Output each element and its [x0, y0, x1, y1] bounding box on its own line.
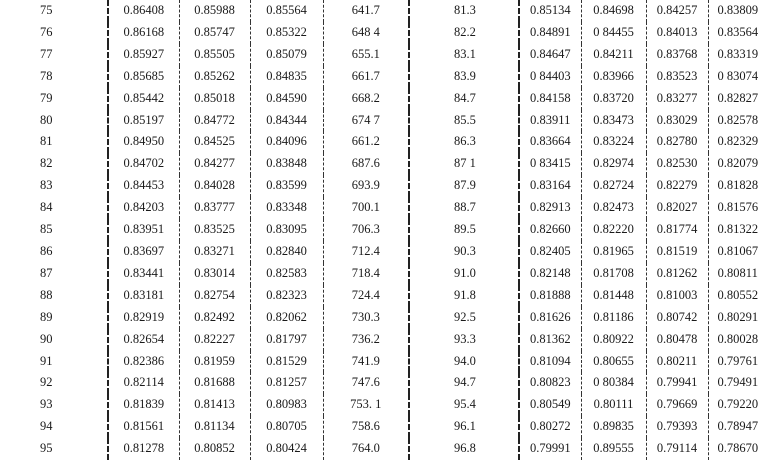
- cell-value-col-7: 0.82220: [581, 219, 646, 241]
- cell-value-col-1: 0.84950: [108, 131, 179, 153]
- cell-value-col-8: 0.79393: [646, 416, 708, 438]
- cell-row-number: 79: [40, 90, 53, 105]
- cell-value-col-3: 0.81797: [250, 329, 323, 351]
- table-row: [0, 131, 767, 153]
- cell-row-number: 84: [40, 200, 53, 215]
- cell-row-number: 89: [40, 309, 53, 324]
- cell-value-col-6: 0 84403: [519, 66, 581, 88]
- table-row: [0, 351, 767, 373]
- cell-value-col-5: 91.8: [409, 285, 519, 307]
- cell-value-col-6: 0.81094: [519, 351, 581, 373]
- cell-value-col-2: 0.82754: [179, 285, 250, 307]
- cell-value-col-6: 0.84158: [519, 88, 581, 110]
- cell-value-col-9: 0.81828: [708, 175, 767, 197]
- cell-value-col-4: 668.2: [323, 88, 409, 110]
- cell-value-col-5: 87.9: [409, 175, 519, 197]
- cell-value-col-6: 0.80272: [519, 416, 581, 438]
- cell-value-col-6: 0.83164: [519, 175, 581, 197]
- cell-value-col-9: 0.82578: [708, 110, 767, 132]
- cell-value-col-4: 700.1: [323, 197, 409, 219]
- cell-value-col-4: 741.9: [323, 351, 409, 373]
- cell-value-col-9: 0.82079: [708, 153, 767, 175]
- cell-value-col-8: 0.84257: [646, 0, 708, 22]
- cell-row-number: 93: [40, 397, 53, 412]
- cell-value-col-6: 0.82405: [519, 241, 581, 263]
- cell-value-col-2: 0.83777: [179, 197, 250, 219]
- cell-value-col-4: 661.7: [323, 66, 409, 88]
- cell-value-col-5: 85.5: [409, 110, 519, 132]
- cell-value-col-9: 0.81576: [708, 197, 767, 219]
- cell-value-col-6: 0.82148: [519, 263, 581, 285]
- table-row: [0, 66, 767, 88]
- cell-row-number: 83: [40, 178, 53, 193]
- cell-value-col-5: 82.2: [409, 22, 519, 44]
- cell-value-col-5: 86.3: [409, 131, 519, 153]
- cell-value-col-2: 0.85505: [179, 44, 250, 66]
- cell-value-col-1: 0.83441: [108, 263, 179, 285]
- cell-value-col-8: 0.79669: [646, 394, 708, 416]
- cell-value-col-5: 83.1: [409, 44, 519, 66]
- table-row: [0, 307, 767, 329]
- cell-value-col-7: 0.84698: [581, 0, 646, 22]
- cell-value-col-2: 0.82227: [179, 329, 250, 351]
- cell-value-col-9: 0.83564: [708, 22, 767, 44]
- cell-value-col-4: 687.6: [323, 153, 409, 175]
- cell-value-col-2: 0.84028: [179, 175, 250, 197]
- cell-value-col-1: 0.82114: [108, 372, 179, 394]
- cell-value-col-5: 90.3: [409, 241, 519, 263]
- cell-value-col-2: 0.85747: [179, 22, 250, 44]
- cell-value-col-7: 0 80384: [581, 372, 646, 394]
- cell-value-col-5: 94.0: [409, 351, 519, 373]
- cell-value-col-3: 0.83348: [250, 197, 323, 219]
- cell-value-col-3: 0.84344: [250, 110, 323, 132]
- cell-value-col-7: 0.83966: [581, 66, 646, 88]
- cell-value-col-3: 0.82062: [250, 307, 323, 329]
- cell-value-col-1: 0.86408: [108, 0, 179, 22]
- cell-value-col-8: 0.82780: [646, 131, 708, 153]
- cell-value-col-4: 747.6: [323, 372, 409, 394]
- cell-value-col-6: 0.83664: [519, 131, 581, 153]
- cell-value-col-1: 0.81839: [108, 394, 179, 416]
- cell-row-number: 85: [40, 222, 53, 237]
- cell-value-col-2: 0.81959: [179, 351, 250, 373]
- cell-row-number: 75: [40, 3, 53, 17]
- cell-value-col-8: 0.81262: [646, 263, 708, 285]
- cell-value-col-9: 0.79491: [708, 372, 767, 394]
- cell-value-col-4: 655.1: [323, 44, 409, 66]
- cell-value-col-7: 0.80111: [581, 394, 646, 416]
- table-row: [0, 241, 767, 263]
- cell-row-number: 82: [40, 156, 53, 171]
- cell-value-col-2: 0.81413: [179, 394, 250, 416]
- cell-value-col-6: 0.82913: [519, 197, 581, 219]
- table-row: [0, 285, 767, 307]
- cell-value-col-6: 0.81362: [519, 329, 581, 351]
- cell-value-col-5: 92.5: [409, 307, 519, 329]
- cell-value-col-9: 0.80552: [708, 285, 767, 307]
- table-row: [0, 219, 767, 241]
- cell-value-col-8: 0.83523: [646, 66, 708, 88]
- cell-value-col-3: 0.85564: [250, 0, 323, 22]
- cell-value-col-7: 0.81186: [581, 307, 646, 329]
- cell-row-number: 78: [40, 68, 53, 83]
- cell-value-col-3: 0.81257: [250, 372, 323, 394]
- cell-value-col-2: 0.84277: [179, 153, 250, 175]
- table-row: [0, 0, 767, 22]
- cell-value-col-6: 0.81626: [519, 307, 581, 329]
- cell-value-col-9: 0.78947: [708, 416, 767, 438]
- cell-value-col-4: 693.9: [323, 175, 409, 197]
- table-row: [0, 372, 767, 394]
- cell-value-col-3: 0.80424: [250, 438, 323, 460]
- cell-value-col-2: 0.83525: [179, 219, 250, 241]
- cell-value-col-3: 0.80983: [250, 394, 323, 416]
- cell-value-col-2: 0.84525: [179, 131, 250, 153]
- cell-value-col-7: 0.82724: [581, 175, 646, 197]
- cell-value-col-3: 0.85079: [250, 44, 323, 66]
- cell-value-col-3: 0.82323: [250, 285, 323, 307]
- cell-value-col-9: 0.81322: [708, 219, 767, 241]
- cell-value-col-6: 0.81888: [519, 285, 581, 307]
- cell-value-col-1: 0.83697: [108, 241, 179, 263]
- cell-value-col-7: 0.81708: [581, 263, 646, 285]
- cell-value-col-4: 648 4: [323, 22, 409, 44]
- cell-value-col-7: 0.89555: [581, 438, 646, 460]
- cell-row-number: 90: [40, 331, 53, 346]
- cell-value-col-6: 0.79991: [519, 438, 581, 460]
- cell-value-col-9: 0.83319: [708, 44, 767, 66]
- cell-value-col-3: 0.84835: [250, 66, 323, 88]
- table-row: [0, 197, 767, 219]
- cell-value-col-5: 95.4: [409, 394, 519, 416]
- table-row: [0, 438, 767, 460]
- table-row: [0, 153, 767, 175]
- cell-value-col-6: 0.80823: [519, 372, 581, 394]
- cell-value-col-7: 0.80922: [581, 329, 646, 351]
- cell-value-col-4: 730.3: [323, 307, 409, 329]
- table-row: [0, 175, 767, 197]
- table-row: [0, 44, 767, 66]
- cell-value-col-2: 0.80852: [179, 438, 250, 460]
- cell-value-col-8: 0.80211: [646, 351, 708, 373]
- cell-value-col-4: 712.4: [323, 241, 409, 263]
- cell-value-col-1: 0.85442: [108, 88, 179, 110]
- cell-value-col-6: 0.80549: [519, 394, 581, 416]
- cell-value-col-6: 0.82660: [519, 219, 581, 241]
- cell-value-col-5: 96.8: [409, 438, 519, 460]
- cell-value-col-9: 0.82827: [708, 88, 767, 110]
- cell-value-col-5: 93.3: [409, 329, 519, 351]
- cell-value-col-8: 0.82027: [646, 197, 708, 219]
- cell-row-number: 91: [40, 353, 53, 368]
- table-row: [0, 329, 767, 351]
- cell-value-col-6: 0.84647: [519, 44, 581, 66]
- cell-value-col-2: 0.84772: [179, 110, 250, 132]
- cell-value-col-3: 0.83599: [250, 175, 323, 197]
- table-row: [0, 416, 767, 438]
- cell-value-col-7: 0.84211: [581, 44, 646, 66]
- cell-value-col-8: 0.81774: [646, 219, 708, 241]
- cell-value-col-1: 0.86168: [108, 22, 179, 44]
- cell-row-number: 88: [40, 287, 53, 302]
- cell-value-col-5: 96.1: [409, 416, 519, 438]
- cell-value-col-3: 0.83095: [250, 219, 323, 241]
- cell-value-col-1: 0.85685: [108, 66, 179, 88]
- cell-value-col-9: 0.80811: [708, 263, 767, 285]
- cell-value-col-3: 0.84590: [250, 88, 323, 110]
- cell-value-col-6: 0 83415: [519, 153, 581, 175]
- cell-row-number: 80: [40, 112, 53, 127]
- cell-value-col-7: 0.83473: [581, 110, 646, 132]
- cell-row-number: 87: [40, 265, 53, 280]
- cell-value-col-7: 0.81448: [581, 285, 646, 307]
- cell-value-col-5: 84.7: [409, 88, 519, 110]
- cell-value-col-2: 0.85018: [179, 88, 250, 110]
- cell-value-col-4: 661.2: [323, 131, 409, 153]
- cell-value-col-2: 0.82492: [179, 307, 250, 329]
- cell-row-number: 81: [40, 134, 53, 149]
- cell-value-col-3: 0.80705: [250, 416, 323, 438]
- cell-value-col-4: 736.2: [323, 329, 409, 351]
- cell-value-col-8: 0.81003: [646, 285, 708, 307]
- cell-value-col-8: 0.82530: [646, 153, 708, 175]
- cell-value-col-1: 0.84702: [108, 153, 179, 175]
- cell-value-col-4: 718.4: [323, 263, 409, 285]
- cell-value-col-9: 0.81067: [708, 241, 767, 263]
- cell-value-col-6: 0.84891: [519, 22, 581, 44]
- cell-value-col-9: 0.83809: [708, 0, 767, 22]
- cell-value-col-5: 94.7: [409, 372, 519, 394]
- cell-value-col-1: 0.83181: [108, 285, 179, 307]
- cell-value-col-2: 0.83271: [179, 241, 250, 263]
- cell-value-col-3: 0.82583: [250, 263, 323, 285]
- cell-value-col-8: 0.83277: [646, 88, 708, 110]
- cell-value-col-9: 0.80028: [708, 329, 767, 351]
- cell-row-number: 95: [40, 441, 53, 456]
- cell-value-col-7: 0 84455: [581, 22, 646, 44]
- cell-value-col-5: 87 1: [409, 153, 519, 175]
- cell-value-col-1: 0.85197: [108, 110, 179, 132]
- cell-value-col-5: 81.3: [409, 0, 519, 22]
- cell-value-col-7: 0.82473: [581, 197, 646, 219]
- cell-value-col-4: 706.3: [323, 219, 409, 241]
- table-row: [0, 22, 767, 44]
- cell-value-col-1: 0.85927: [108, 44, 179, 66]
- cell-value-col-4: 753. 1: [323, 394, 409, 416]
- cell-value-col-8: 0.82279: [646, 175, 708, 197]
- cell-value-col-9: 0.79761: [708, 351, 767, 373]
- cell-value-col-6: 0.83911: [519, 110, 581, 132]
- cell-value-col-8: 0.79114: [646, 438, 708, 460]
- cell-value-col-9: 0 83074: [708, 66, 767, 88]
- cell-value-col-9: 0.80291: [708, 307, 767, 329]
- cell-value-col-8: 0.84013: [646, 22, 708, 44]
- cell-value-col-4: 674 7: [323, 110, 409, 132]
- cell-value-col-8: 0.80478: [646, 329, 708, 351]
- table-row: [0, 110, 767, 132]
- cell-row-number: 86: [40, 243, 53, 258]
- cell-value-col-3: 0.83848: [250, 153, 323, 175]
- cell-value-col-1: 0.84453: [108, 175, 179, 197]
- cell-value-col-5: 89.5: [409, 219, 519, 241]
- cell-value-col-5: 83.9: [409, 66, 519, 88]
- table-row: [0, 263, 767, 285]
- cell-value-col-5: 91.0: [409, 263, 519, 285]
- cell-value-col-9: 0.79220: [708, 394, 767, 416]
- cell-value-col-4: 641.7: [323, 0, 409, 22]
- cell-value-col-1: 0.82654: [108, 329, 179, 351]
- cell-value-col-1: 0.81561: [108, 416, 179, 438]
- cell-value-col-2: 0.81134: [179, 416, 250, 438]
- table-row: [0, 394, 767, 416]
- cell-value-col-4: 724.4: [323, 285, 409, 307]
- cell-value-col-8: 0.83768: [646, 44, 708, 66]
- cell-value-col-2: 0.83014: [179, 263, 250, 285]
- cell-value-col-1: 0.81278: [108, 438, 179, 460]
- cell-value-col-7: 0.82974: [581, 153, 646, 175]
- cell-value-col-1: 0.84203: [108, 197, 179, 219]
- table-row: [0, 88, 767, 110]
- cell-value-col-3: 0.81529: [250, 351, 323, 373]
- cell-row-number: 92: [40, 375, 53, 390]
- cell-value-col-4: 764.0: [323, 438, 409, 460]
- cell-value-col-1: 0.82919: [108, 307, 179, 329]
- cell-row-number: 94: [40, 419, 53, 434]
- cell-value-col-8: 0.79941: [646, 372, 708, 394]
- cell-value-col-1: 0.83951: [108, 219, 179, 241]
- cell-value-col-7: 0.83224: [581, 131, 646, 153]
- cell-value-col-9: 0.82329: [708, 131, 767, 153]
- cell-value-col-8: 0.83029: [646, 110, 708, 132]
- cell-value-col-3: 0.84096: [250, 131, 323, 153]
- cell-value-col-7: 0.80655: [581, 351, 646, 373]
- cell-value-col-7: 0.83720: [581, 88, 646, 110]
- cell-value-col-9: 0.78670: [708, 438, 767, 460]
- cell-value-col-7: 0.81965: [581, 241, 646, 263]
- cell-row-number: 76: [40, 24, 53, 39]
- cell-value-col-8: 0.81519: [646, 241, 708, 263]
- cell-value-col-2: 0.85988: [179, 0, 250, 22]
- cell-value-col-2: 0.85262: [179, 66, 250, 88]
- cell-value-col-6: 0.85134: [519, 0, 581, 22]
- cell-value-col-7: 0.89835: [581, 416, 646, 438]
- cell-value-col-8: 0.80742: [646, 307, 708, 329]
- cell-value-col-3: 0.82840: [250, 241, 323, 263]
- cell-value-col-3: 0.85322: [250, 22, 323, 44]
- cell-value-col-5: 88.7: [409, 197, 519, 219]
- cell-value-col-4: 758.6: [323, 416, 409, 438]
- cell-value-col-2: 0.81688: [179, 372, 250, 394]
- cell-value-col-1: 0.82386: [108, 351, 179, 373]
- cell-row-number: 77: [40, 46, 53, 61]
